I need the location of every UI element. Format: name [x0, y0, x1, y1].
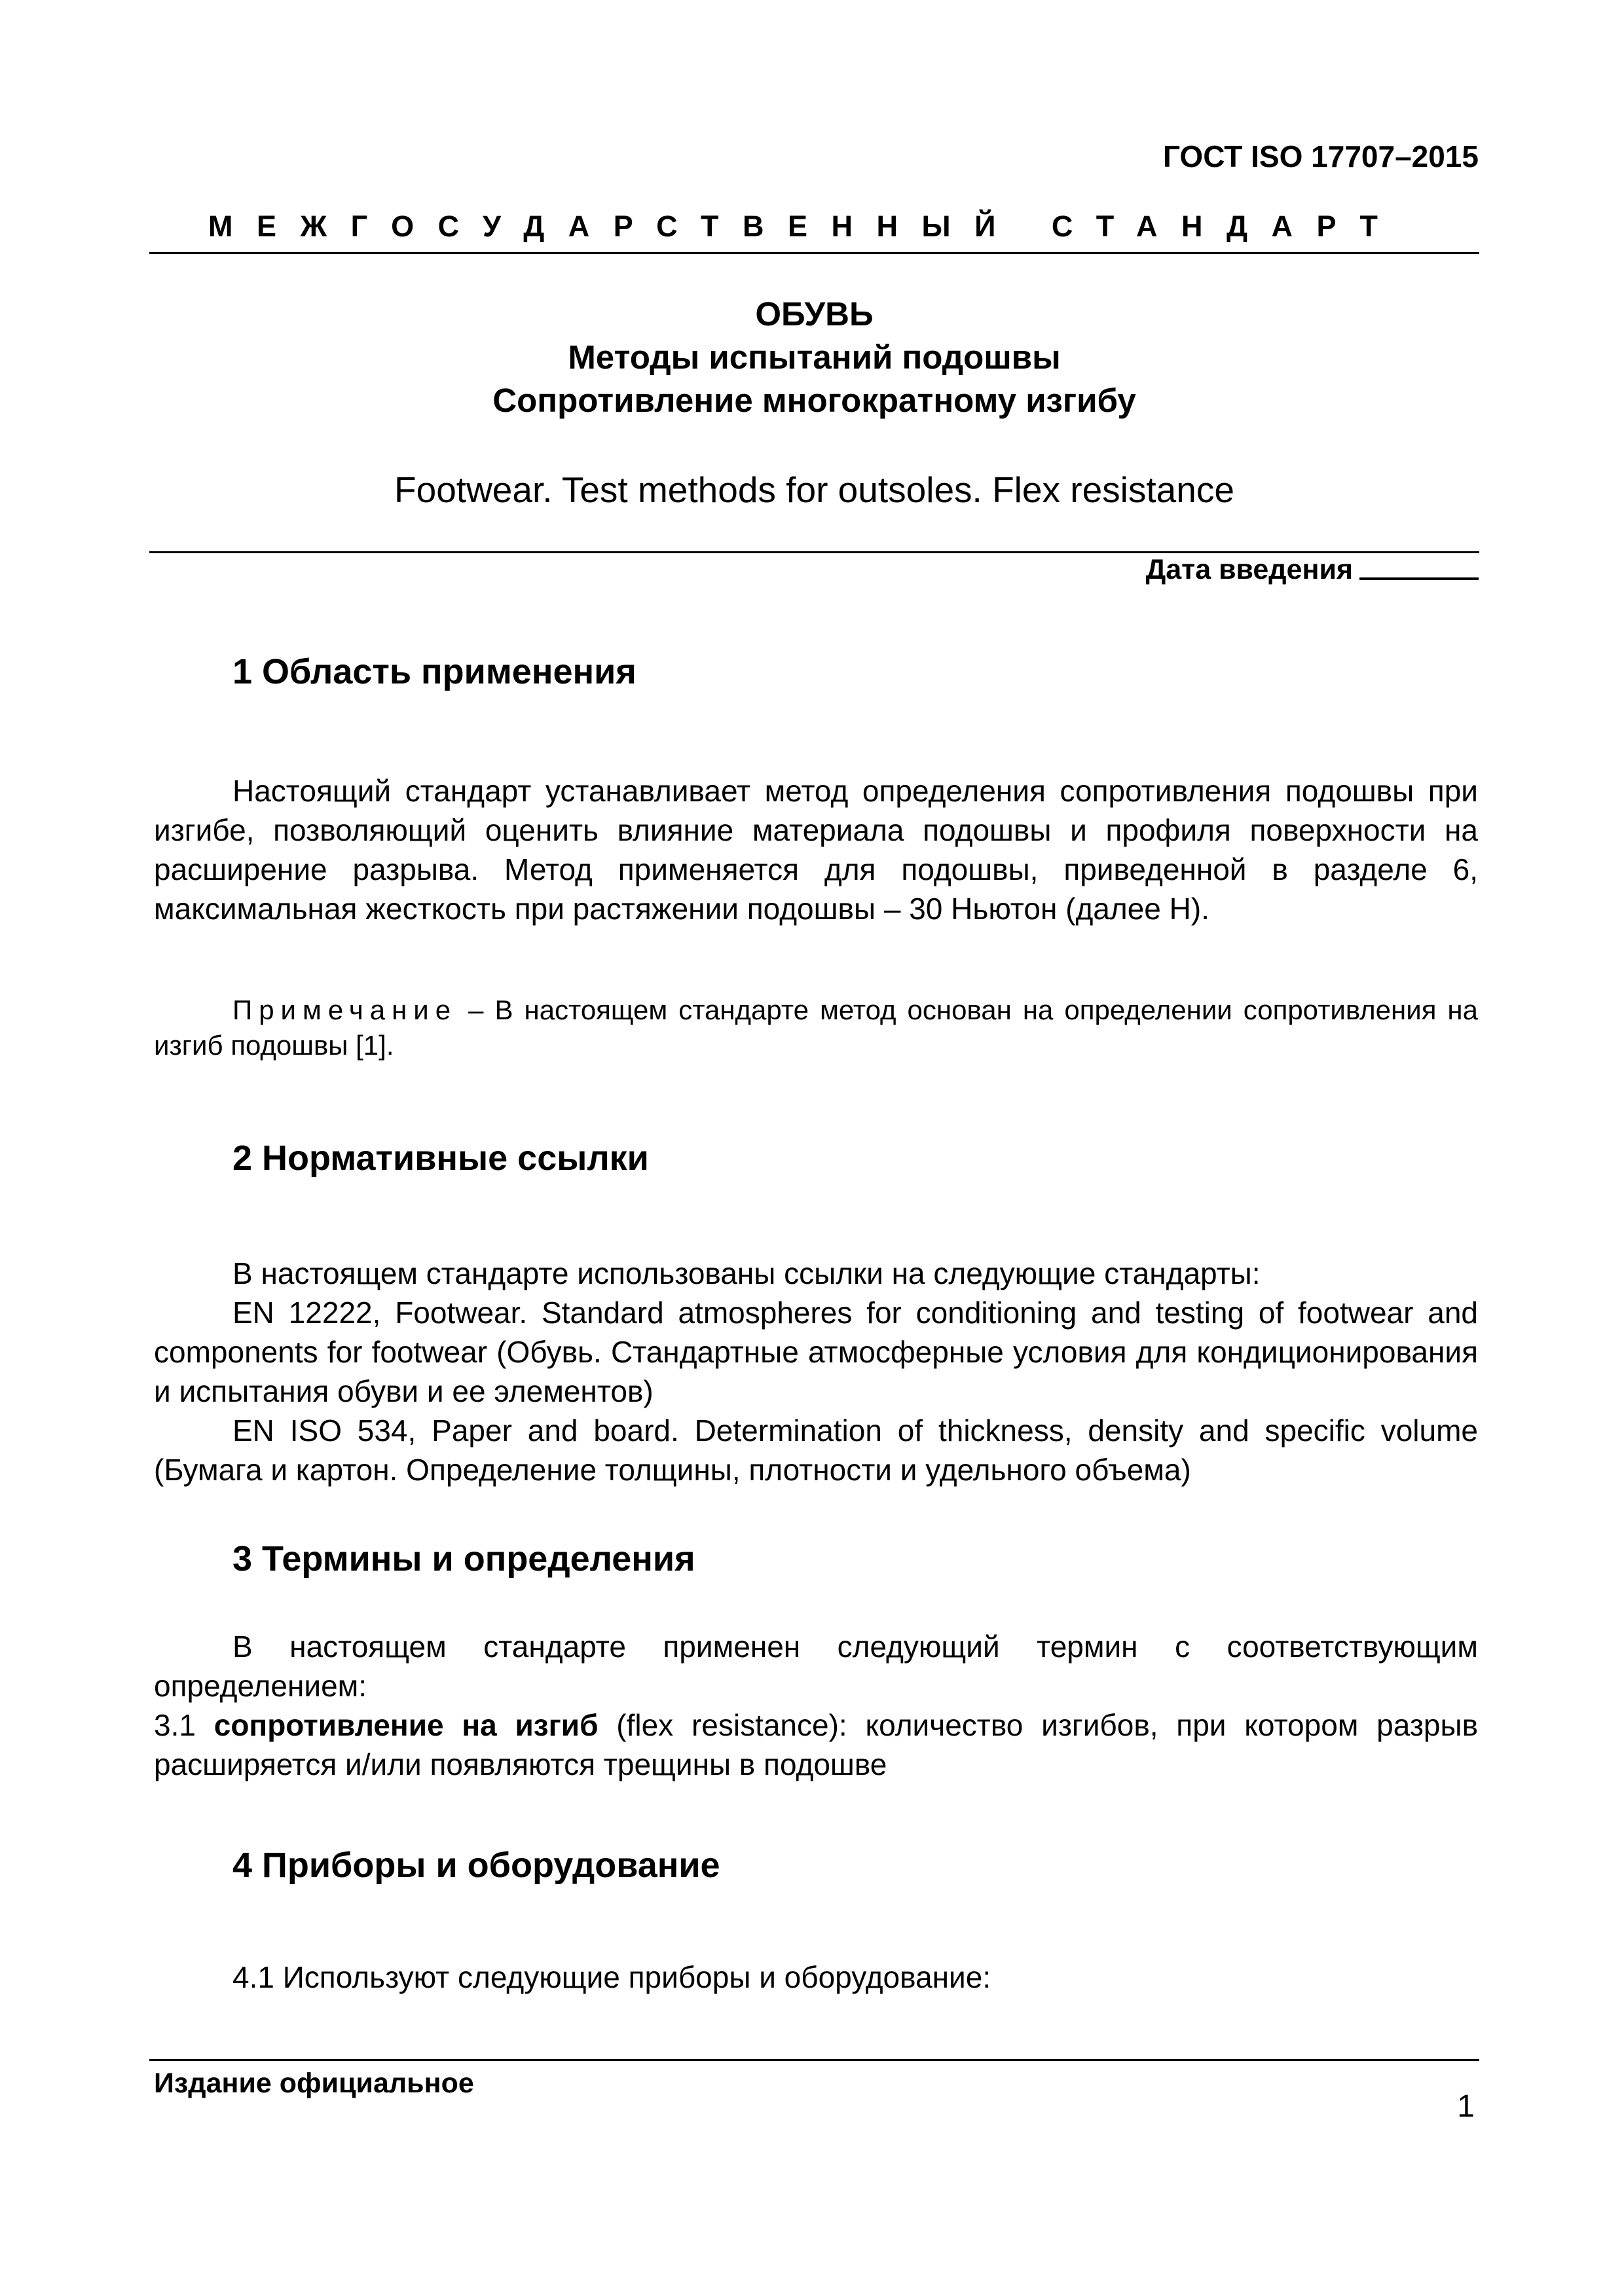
header-divider [149, 252, 1479, 254]
section-1-heading: 1 Область применения [232, 652, 637, 691]
section-3-text [154, 1627, 1478, 1784]
intro-date [1146, 551, 1479, 586]
section-1-note [154, 993, 1478, 1063]
reference-item: EN 12222, Footwear. Standard atmospheres for conditioning and testing of footwear and components for footwear (Обувь. Стандартные атмосферные условия для кондиционирования и испытания обуви и ее элементов) [154, 1296, 1478, 1408]
section-2-heading: 2 Нормативные ссылки [232, 1139, 649, 1178]
intro-date-label: Дата введения [1145, 554, 1353, 585]
title-line-3: Сопротивление многократному изгибу [492, 382, 1136, 419]
title-line-1: ОБУВЬ [755, 295, 874, 333]
section-3-intro: В настоящем стандарте применен следующий термин с соответствующим определением: [154, 1630, 1478, 1703]
title-line-2: Методы испытаний подошвы [568, 338, 1061, 376]
english-title: Footwear. Test methods for outsoles. Flex resistance [394, 469, 1234, 510]
page-number: 1 [1457, 2089, 1475, 2124]
document-id: ГОСТ ISO 17707–2015 [1162, 139, 1479, 173]
title-block [149, 293, 1479, 422]
note-text: – В настоящем стандарте метод основан на определении сопротивления на изгиб подошвы [1]. [154, 994, 1478, 1061]
section-4-heading: 4 Приборы и оборудование [232, 1846, 720, 1885]
footer-divider [149, 2059, 1479, 2061]
section-2-text [154, 1254, 1478, 1489]
reference-item: EN ISO 534, Paper and board. Determination of thickness, density and specific volume (Бумага и картон. Определение толщины, плотности и удельного объема) [154, 1413, 1478, 1487]
note-label: Примечание [232, 994, 458, 1025]
intro-date-blank [1359, 551, 1479, 580]
term-def: (flex resistance): количество изгибов, при котором разрыв расширяется и/или появляются трещины в подошве [154, 1708, 1479, 1781]
section-1-text [154, 771, 1478, 928]
section-4-text [154, 1958, 1478, 1997]
term-number: 3.1 [154, 1708, 214, 1742]
section-2-intro: В настоящем стандарте использованы ссылки на следующие стандарты: [232, 1256, 1261, 1290]
section-3-heading: 3 Термины и определения [232, 1539, 695, 1578]
interstate-standard-label: МЕЖГОСУДАРСТВЕННЫЙ СТАНДАРТ [208, 210, 1402, 243]
section-1-paragraph: Настоящий стандарт устанавливает метод определения сопротивления подошвы при изгибе, позволяющий оценить влияние материала подошвы и профиля поверхности на расширение разрыва. Метод применяется для подошвы, приведенной в разделе 6, максимальная жесткость при растяжении подошвы – 30 Ньютон (далее Н). [154, 774, 1478, 926]
section-4-paragraph: 4.1 Используют следующие приборы и оборудование: [232, 1960, 991, 1994]
official-edition-label: Издание официальное [154, 2068, 474, 2099]
term: сопротивление на изгиб [213, 1708, 599, 1742]
term-definition [154, 1705, 1478, 1784]
